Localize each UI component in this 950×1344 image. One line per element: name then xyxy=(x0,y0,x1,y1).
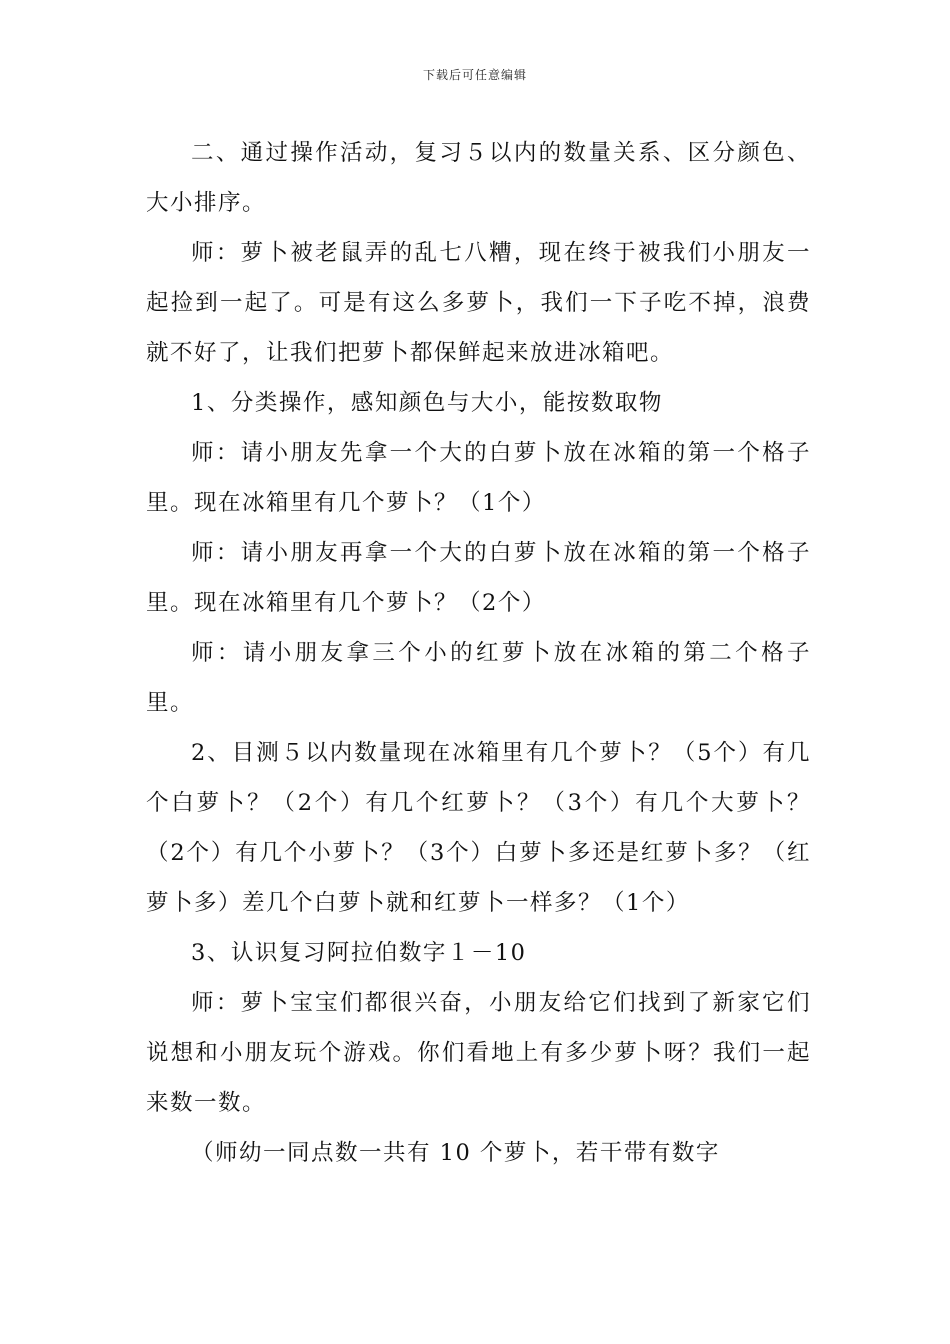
paragraph-step-2-questions: 2、目测５以内数量现在冰箱里有几个萝卜？（5个）有几个白萝卜？（2个）有几个红萝卜？（3个）有几个大萝卜？（2个）有几个小萝卜？（3个）白萝卜多还是红萝卜多？（红萝卜多）差几个白萝卜就和红萝卜一样多？（1个） xyxy=(146,740,811,916)
paragraph-teacher-intro: 师：萝卜被老鼠弄的乱七八糟，现在终于被我们小朋友一起捡到一起了。可是有这么多萝卜，我们一下子吃不掉，浪费就不好了，让我们把萝卜都保鲜起来放进冰箱吧。 xyxy=(146,240,811,366)
paragraph-section-2-heading: 二、通过操作活动，复习５以内的数量关系、区分颜色、大小排序。 xyxy=(146,140,811,216)
paragraph-counting: （师幼一同点数一共有 10 个萝卜，若干带有数字 xyxy=(191,1140,720,1166)
paragraph-step-3-heading: 3、认识复习阿拉伯数字１－10 xyxy=(191,940,527,966)
page-header: 下载后可任意编辑 xyxy=(422,68,527,82)
paragraph-teacher-first-white: 师：请小朋友先拿一个大的白萝卜放在冰箱的第一个格子里。现在冰箱里有几个萝卜？（1个） xyxy=(146,440,811,516)
paragraph-teacher-red: 师：请小朋友拿三个小的红萝卜放在冰箱的第二个格子里。 xyxy=(146,640,811,716)
paragraph-step-1-heading: 1、分类操作，感知颜色与大小，能按数取物 xyxy=(191,390,663,416)
paragraph-teacher-game: 师：萝卜宝宝们都很兴奋，小朋友给它们找到了新家它们说想和小朋友玩个游戏。你们看地上有多少萝卜呀？我们一起来数一数。 xyxy=(146,990,811,1116)
document-body xyxy=(146,128,811,1178)
paragraph-teacher-second-white: 师：请小朋友再拿一个大的白萝卜放在冰箱的第一个格子里。现在冰箱里有几个萝卜？（2个） xyxy=(146,540,811,616)
